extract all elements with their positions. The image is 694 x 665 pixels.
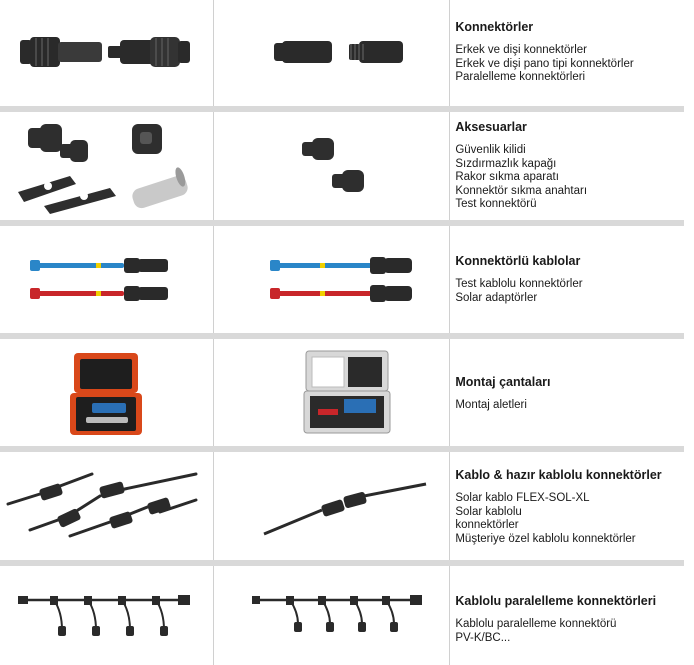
orange-tool-case-icon bbox=[0, 339, 213, 446]
branch-harness-icon bbox=[0, 566, 213, 665]
list-item: Test konnektörü bbox=[455, 198, 537, 210]
list-item: Test kablolu konnektörler bbox=[455, 278, 583, 290]
list-item: Erkek ve dişi pano tipi konnektörler bbox=[455, 57, 634, 70]
section-row-tool-cases bbox=[0, 339, 684, 446]
panel-connector-pair-icon bbox=[214, 0, 450, 106]
section-row-connectors bbox=[0, 0, 684, 106]
list-item: Solar kablolu bbox=[455, 505, 522, 518]
left-image-cell bbox=[0, 112, 214, 220]
list-item: PV-K/BC... bbox=[455, 631, 511, 644]
branch-harness-icon bbox=[214, 566, 450, 665]
middle-image-cell bbox=[214, 112, 451, 220]
list-item: Paralelleme konnektörleri bbox=[455, 71, 586, 83]
description-cell bbox=[450, 339, 684, 446]
list-item: Müşteriye özel kablolu konnektörler bbox=[455, 532, 636, 545]
section-row-cable-connectors bbox=[0, 226, 684, 333]
item-list bbox=[455, 44, 684, 85]
solar-adapter-cables-icon bbox=[214, 226, 450, 333]
middle-image-cell bbox=[214, 0, 451, 106]
list-item: konnektörler bbox=[455, 519, 519, 531]
aluminium-tool-case-icon bbox=[214, 339, 450, 446]
section-row-parallel-connectors bbox=[0, 566, 684, 665]
item-list bbox=[455, 278, 684, 305]
section-title: Konnektörlü kablolar bbox=[455, 254, 581, 268]
list-item: Montaj aletleri bbox=[455, 399, 527, 411]
solar-cable-icon bbox=[214, 452, 450, 560]
left-image-cell bbox=[0, 0, 214, 106]
list-item: Erkek ve dişi konnektörler bbox=[455, 44, 588, 56]
section-row-accessories bbox=[0, 112, 684, 220]
section-title: Aksesuarlar bbox=[455, 120, 527, 134]
cable-assemblies-icon bbox=[0, 452, 213, 560]
item-list bbox=[455, 618, 684, 645]
section-title: Konnektörler bbox=[455, 20, 534, 34]
left-image-cell bbox=[0, 226, 214, 333]
middle-image-cell bbox=[214, 339, 451, 446]
item-list bbox=[455, 492, 684, 546]
description-cell bbox=[450, 112, 684, 220]
accessories-set-icon bbox=[0, 112, 213, 220]
item-list bbox=[455, 399, 684, 413]
description-cell bbox=[450, 226, 684, 333]
section-title: Kablolu paralelleme konnektörleri bbox=[455, 594, 657, 608]
list-item: Solar kablo FLEX-SOL-XL bbox=[455, 492, 590, 504]
left-image-cell bbox=[0, 566, 214, 665]
section-title: Montaj çantaları bbox=[455, 375, 551, 389]
description-cell bbox=[450, 0, 684, 106]
list-item: Rakor sıkma aparatı bbox=[455, 171, 559, 183]
left-image-cell bbox=[0, 339, 214, 446]
list-item: Solar adaptörler bbox=[455, 291, 538, 304]
middle-image-cell bbox=[214, 452, 451, 560]
list-item: Güvenlik kilidi bbox=[455, 144, 526, 156]
section-title: Kablo & hazır kablolu konnektörler bbox=[455, 468, 662, 482]
list-item: Kablolu paralelleme konnektörü bbox=[455, 618, 617, 630]
middle-image-cell bbox=[214, 226, 451, 333]
list-item: Konnektör sıkma anahtarı bbox=[455, 184, 588, 197]
description-cell bbox=[450, 566, 684, 665]
section-row-cables bbox=[0, 452, 684, 560]
solar-connector-pair-icon bbox=[0, 0, 213, 106]
middle-image-cell bbox=[214, 566, 451, 665]
test-cable-connectors-icon bbox=[0, 226, 213, 333]
sealing-caps-icon bbox=[214, 112, 450, 220]
description-cell bbox=[450, 452, 684, 560]
item-list bbox=[455, 144, 684, 212]
left-image-cell bbox=[0, 452, 214, 560]
list-item: Sızdırmazlık kapağı bbox=[455, 157, 557, 170]
